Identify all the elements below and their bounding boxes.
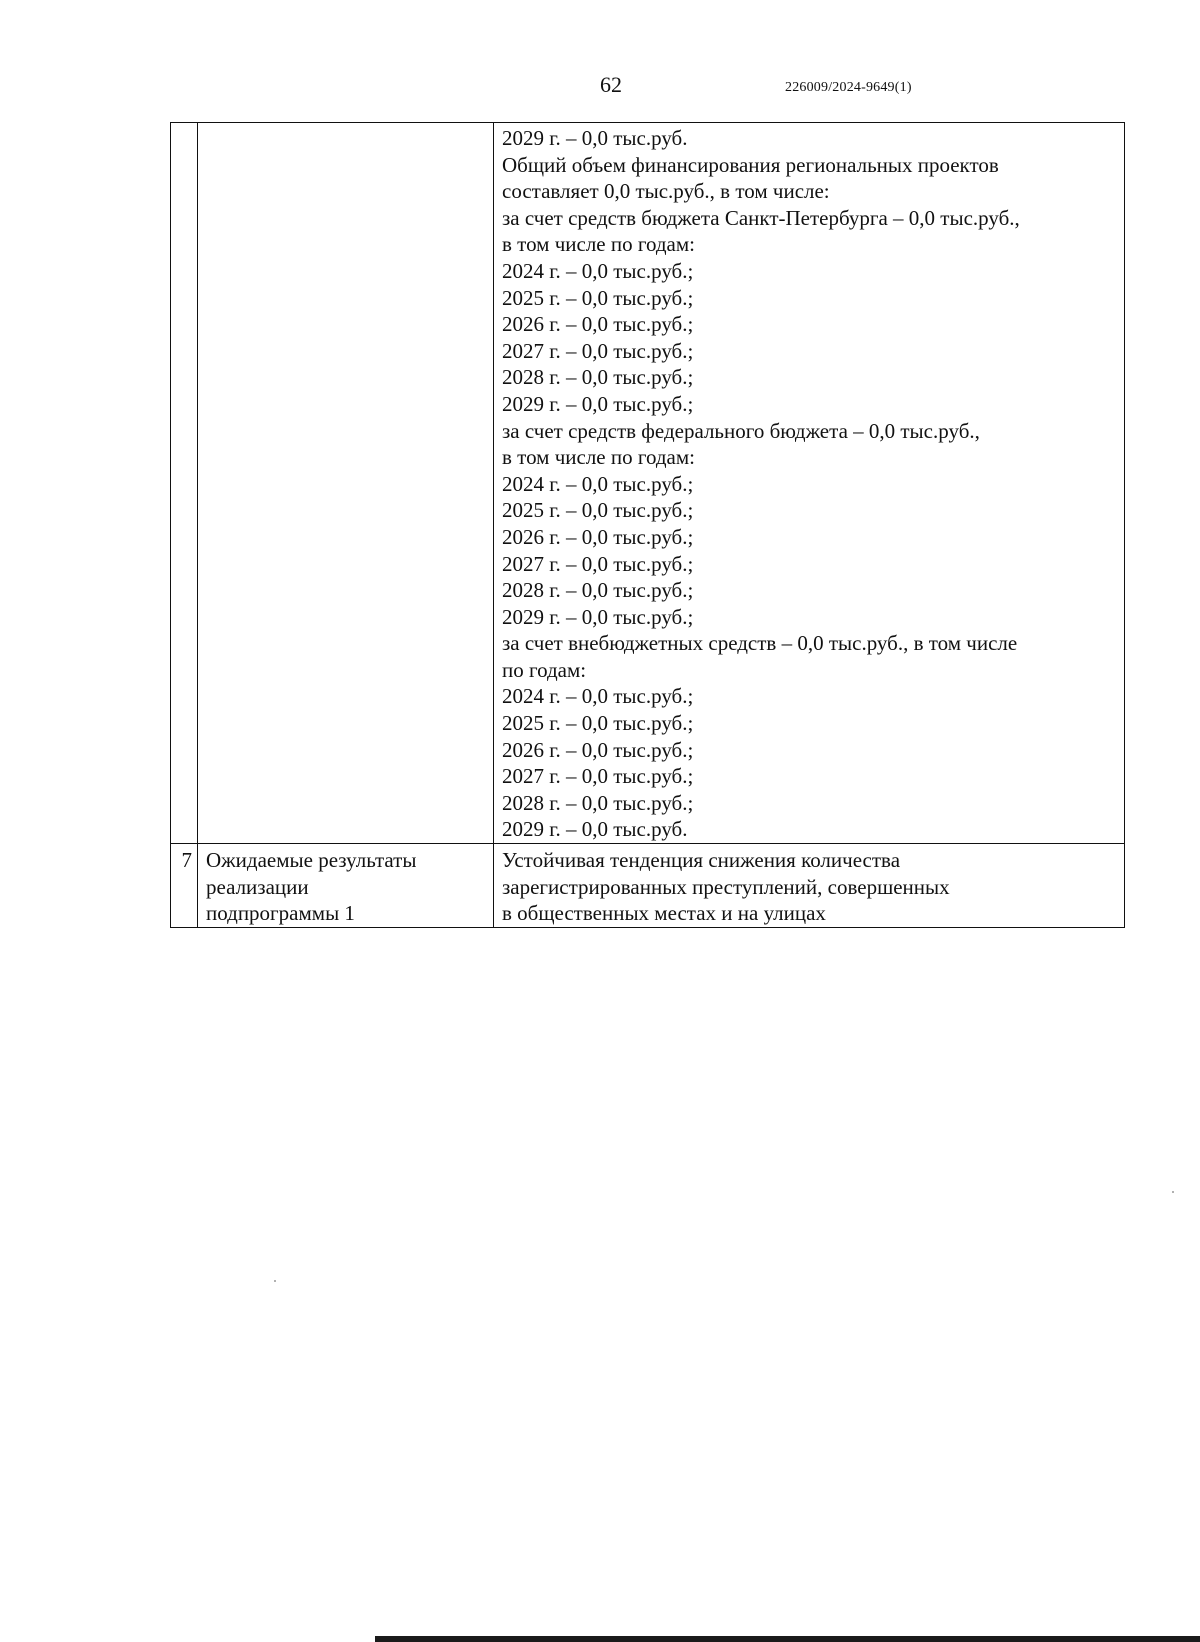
- row-content-line: составляет 0,0 тыс.руб., в том числе:: [502, 179, 830, 204]
- table-row: [171, 123, 1125, 844]
- row-label-cell: [198, 844, 494, 928]
- row-content-line: 2029 г. – 0,0 тыс.руб.;: [502, 604, 694, 629]
- scan-edge-line: [375, 1636, 1200, 1642]
- row-content-line: в том числе по годам:: [502, 445, 695, 470]
- row-content-line: 2025 г. – 0,0 тыс.руб.;: [502, 711, 694, 736]
- document-code: 226009/2024-9649(1): [785, 80, 912, 95]
- row-content-line: 2028 г. – 0,0 тыс.руб.;: [502, 365, 694, 390]
- row-content-line: 2028 г. – 0,0 тыс.руб.;: [502, 790, 694, 815]
- row-content-line: Устойчивая тенденция снижения количества: [502, 848, 901, 873]
- row-content-line: 2026 г. – 0,0 тыс.руб.;: [502, 524, 694, 549]
- row-content-line: 2027 г. – 0,0 тыс.руб.;: [502, 764, 694, 789]
- program-table-body: [171, 123, 1125, 928]
- row-content-line: 2024 г. – 0,0 тыс.руб.;: [502, 471, 694, 496]
- row-content-cell: [494, 844, 1125, 928]
- row-content-line: по годам:: [502, 657, 587, 682]
- row-number-cell: [171, 123, 198, 844]
- row-content-line: за счет средств бюджета Санкт-Петербурга – 0,0 тыс.руб.,: [502, 205, 1020, 230]
- scan-speck: [1172, 1191, 1174, 1193]
- row-label-cell: [198, 123, 494, 844]
- row-content-line: Общий объем финансирования региональных проектов: [502, 152, 999, 177]
- scan-speck: [274, 1280, 276, 1282]
- row-content-line: 2026 г. – 0,0 тыс.руб.;: [502, 312, 694, 337]
- row-label-line: реализации: [206, 874, 309, 899]
- row-label-line: подпрограммы 1: [206, 901, 355, 926]
- row-content-line: в том числе по годам:: [502, 232, 695, 257]
- row-content-line: за счет внебюджетных средств – 0,0 тыс.руб., в том числе: [502, 631, 1018, 656]
- row-content-line: 2024 г. – 0,0 тыс.руб.;: [502, 258, 694, 283]
- row-content-line: 2028 г. – 0,0 тыс.руб.;: [502, 578, 694, 603]
- row-content-line: 2025 г. – 0,0 тыс.руб.;: [502, 498, 694, 523]
- row-content-line: 2026 г. – 0,0 тыс.руб.;: [502, 737, 694, 762]
- table-row: [171, 844, 1125, 928]
- row-content-line: 2025 г. – 0,0 тыс.руб.;: [502, 285, 694, 310]
- row-content-line: 2029 г. – 0,0 тыс.руб.: [502, 817, 688, 842]
- row-content-line: 2029 г. – 0,0 тыс.руб.;: [502, 391, 694, 416]
- row-content-line: 2024 г. – 0,0 тыс.руб.;: [502, 684, 694, 709]
- row-number: 7: [181, 848, 192, 873]
- row-content-cell: [494, 123, 1125, 844]
- row-content-line: 2027 г. – 0,0 тыс.руб.;: [502, 551, 694, 576]
- row-content-line: 2029 г. – 0,0 тыс.руб.: [502, 126, 688, 150]
- row-content-line: 2027 г. – 0,0 тыс.руб.;: [502, 338, 694, 363]
- program-table: [170, 122, 1125, 928]
- page-number: 62: [600, 72, 622, 97]
- row-label-line: Ожидаемые результаты: [206, 848, 417, 873]
- row-number-cell: [171, 844, 198, 928]
- row-content-line: зарегистрированных преступлений, совершенных: [502, 874, 950, 899]
- row-content-line: за счет средств федерального бюджета – 0,0 тыс.руб.,: [502, 418, 980, 443]
- row-content-line: в общественных местах и на улицах: [502, 901, 826, 926]
